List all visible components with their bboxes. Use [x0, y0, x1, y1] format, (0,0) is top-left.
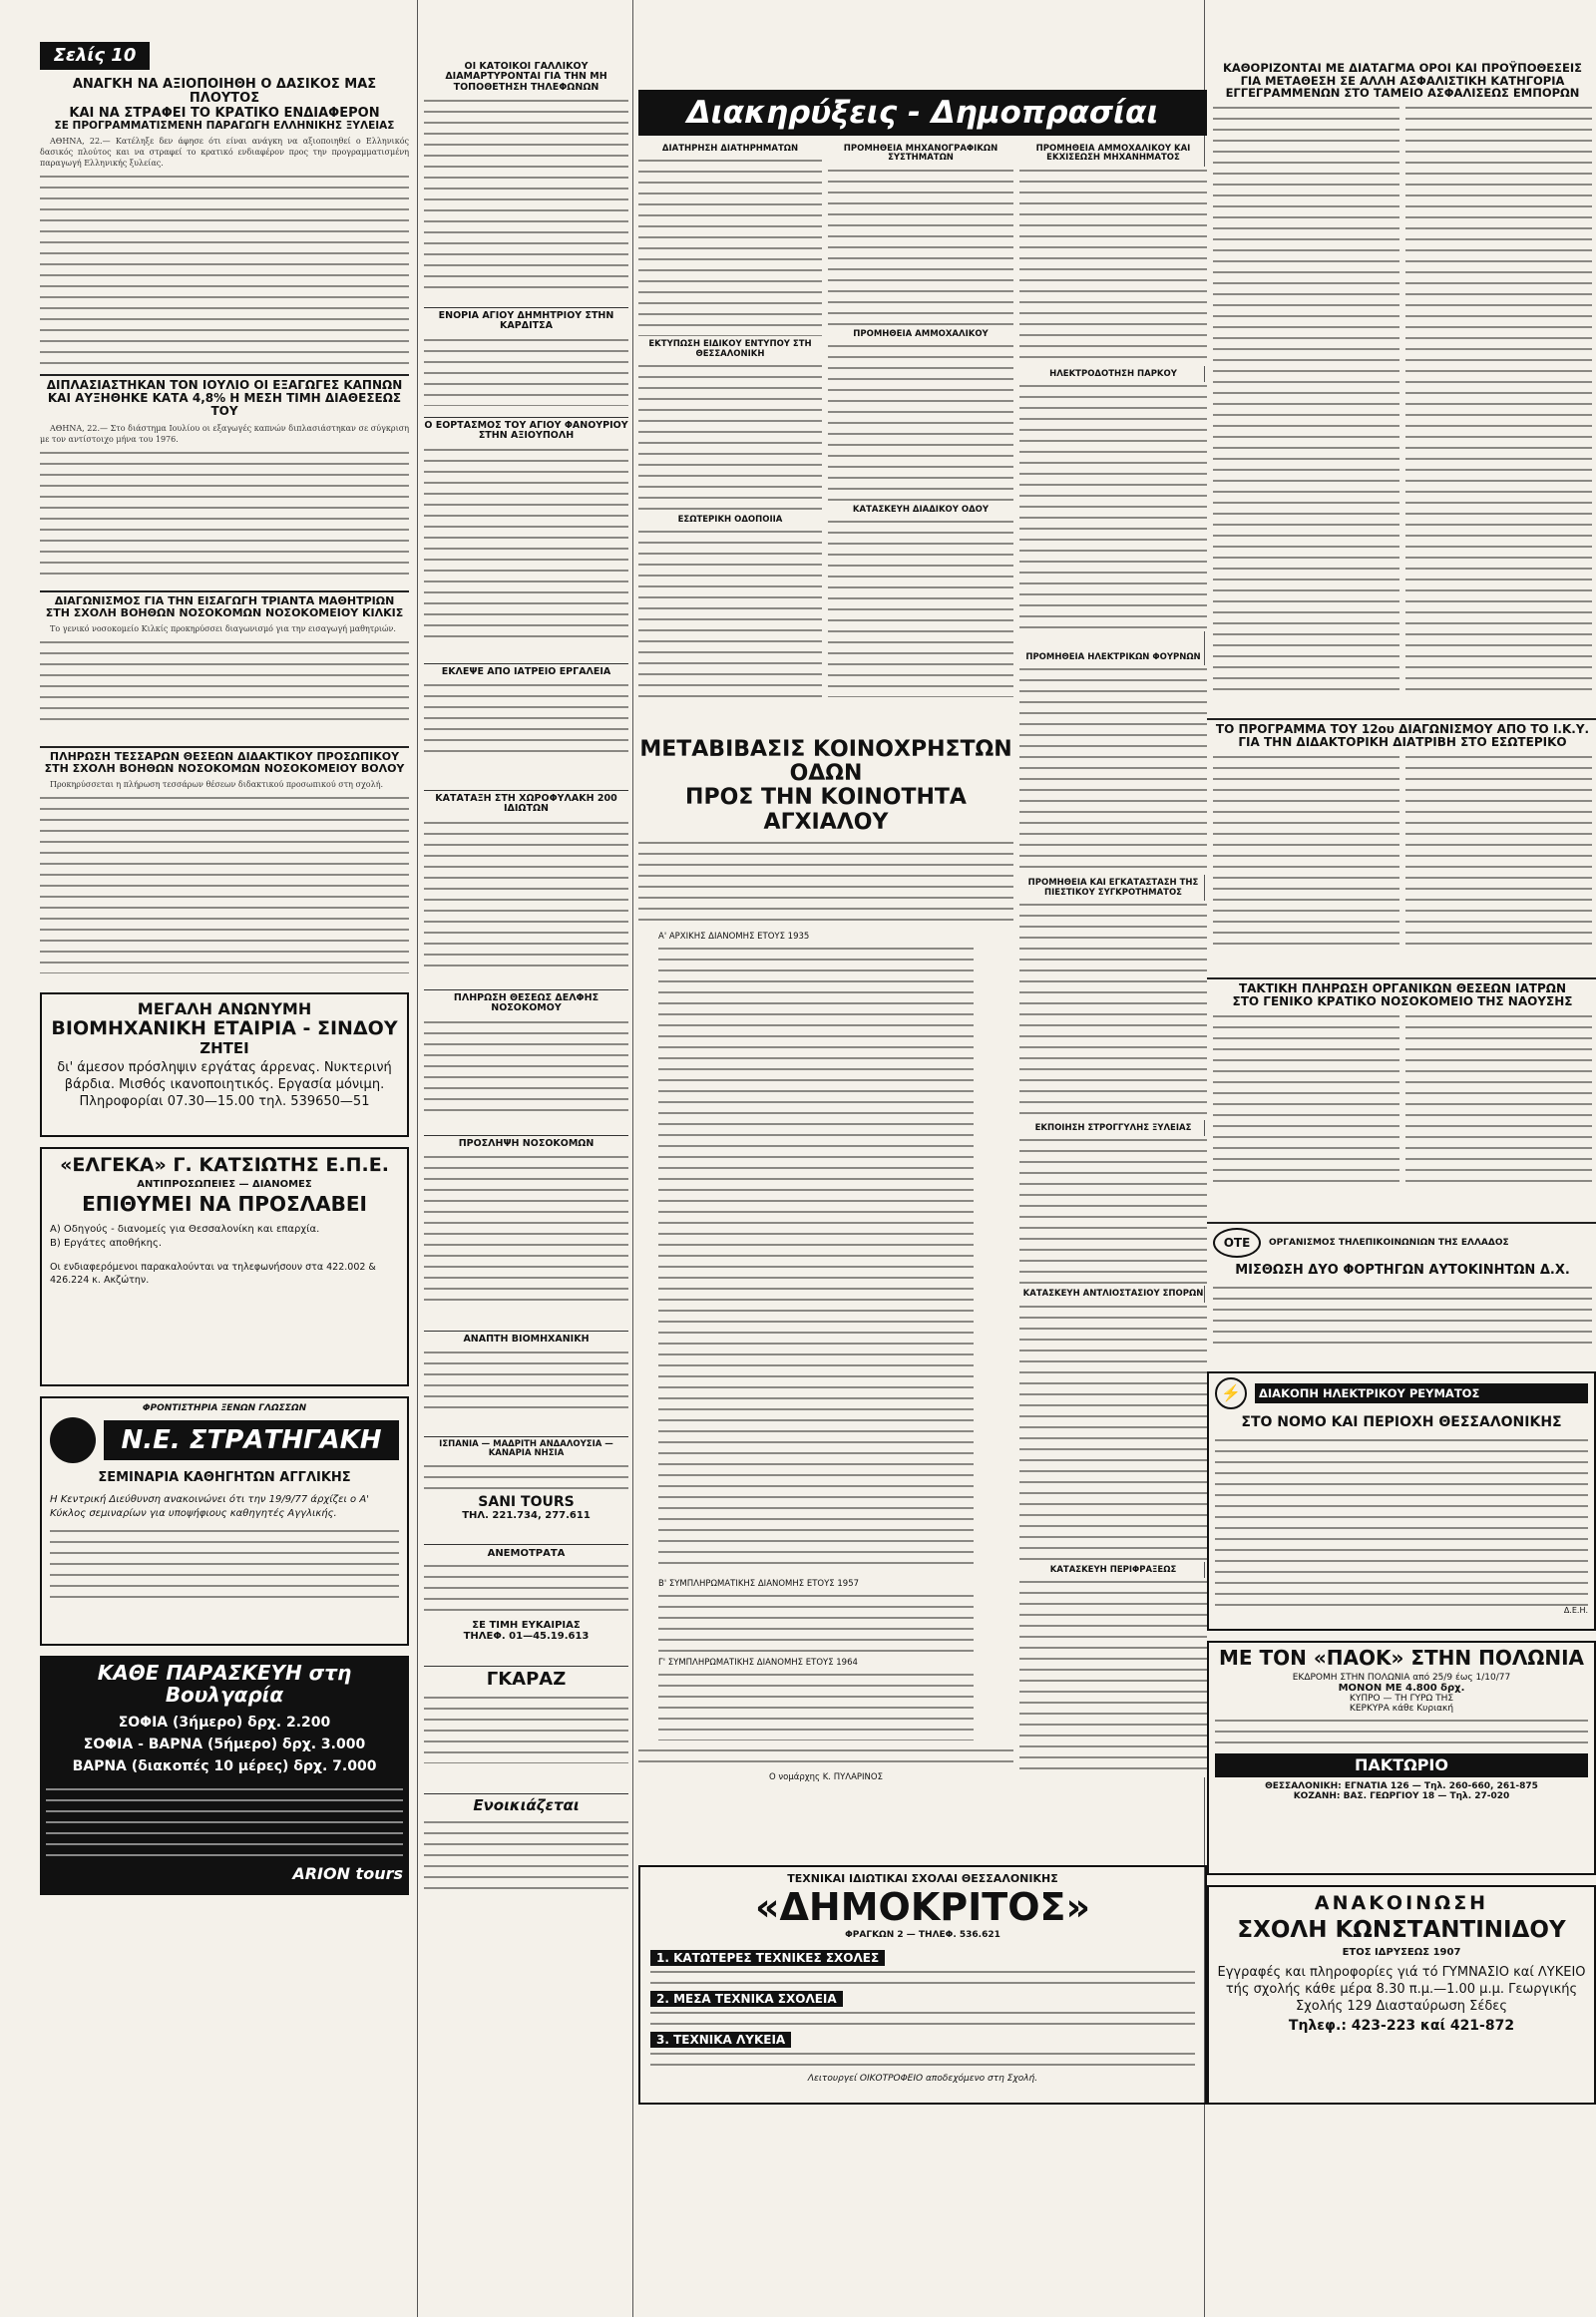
ad-body	[424, 1562, 628, 1617]
ad-line: ΤΗΛ. 221.734, 277.611	[462, 1510, 591, 1522]
headline: ΚΑΤΑΤΑΞΗ ΣΤΗ ΧΩΡΟΦΥΛΑΚΗ 200 ΙΔΙΩΤΩΝ	[435, 793, 617, 815]
article-body	[1405, 1012, 1592, 1187]
section-banner	[638, 90, 1207, 136]
article-body	[1213, 753, 1399, 948]
headline: ΠΡΟΣ ΤΗΝ ΚΟΙΝΟΤΗΤΑ ΑΓΧΙΑΛΟΥ	[685, 785, 967, 835]
ad-anemotrata	[424, 1544, 628, 1663]
article-naousa-hospital	[1207, 977, 1596, 1212]
headline: ΣΤΗ ΣΧΟΛΗ ΒΟΗΘΩΝ ΝΟΣΟΚΟΜΩΝ ΝΟΣΟΚΟΜΕΙΟΥ ΚΙΛΚΙΣ	[45, 606, 404, 620]
notice-body	[1019, 1303, 1207, 1562]
ad-body	[424, 1694, 628, 1763]
ad-line: Οι ενδιαφερόμενοι παρακαλούνται να τηλεφωνήσουν στα 422.002 & 426.224 κ. Ακζώτην.	[50, 1261, 376, 1286]
ad-line: ΖΗΤΕΙ	[200, 1039, 249, 1058]
notice-body	[1019, 665, 1207, 875]
headline: ΠΛΗΡΩΣΗ ΤΕΣΣΑΡΩΝ ΘΕΣΕΩΝ ΔΙΔΑΚΤΙΚΟΥ ΠΡΟΣΩΠΙΚΟΥ	[49, 750, 400, 763]
article-body	[424, 336, 628, 406]
notices-subcolumn-2	[828, 145, 1013, 723]
headline: ΣΕ ΠΡΟΓΡΑΜΜΑΤΙΣΜΕΝΗ ΠΑΡΑΓΩΓΗ ΕΛΛΗΝΙΚΗΣ ΞΥΛΕΙΑΣ	[54, 119, 395, 132]
ad-line: Λειτουργεί ΟΙΚΟΤΡΟΦΕΙΟ αποδεχόμενο στη Σχολή.	[807, 2073, 1038, 2084]
article-body	[638, 1746, 1013, 1768]
headline: ΓΙΑ ΤΗΝ ΔΙΔΑΚΤΟΡΙΚΗ ΔΙΑΤΡΙΒΗ ΣΤΟ ΕΣΩΤΕΡΙΚΟ	[1238, 735, 1567, 750]
article-karditsa	[424, 307, 628, 416]
article-lead: ΑΘΗΝΑ, 22.— Κατέληξε δεν άφησε ότι είναι ανάγκη να αξιοποιηθεί ο Ελληνικός δασικός πλούτος και να στραφεί το κρατικό ενδιαφέρον προς την προγραμματισμένη παραγωγή Ελληνικής ξυλείας.	[40, 137, 409, 169]
ad-line: Α) Οδηγούς - διανομείς για Θεσσαλονίκη και επαρχία.	[50, 1223, 320, 1235]
headline: Ενοικιάζεται	[473, 1796, 580, 1814]
article-body	[1213, 104, 1399, 692]
ote-logo-icon: ΟΤΕ	[1213, 1228, 1261, 1258]
headline: ΣΤΗ ΣΧΟΛΗ ΒΟΗΘΩΝ ΝΟΣΟΚΟΜΩΝ ΝΟΣΟΚΟΜΕΙΟΥ ΒΟΛΟΥ	[44, 762, 405, 776]
notice-headline: ΠΡΟΜΗΘΕΙΑ ΜΗΧΑΝΟΓΡΑΦΙΚΩΝ ΣΥΣΤΗΜΑΤΩΝ	[843, 144, 998, 164]
article-galliko	[424, 62, 628, 301]
article-tae-insurance	[1207, 62, 1596, 710]
notice-body	[1019, 1136, 1207, 1286]
notice-headline: ΚΑΤΑΣΚΕΥΗ ΑΝΤΛΙΟΣΤΑΣΙΟΥ ΣΠΟΡΩΝ	[1022, 1289, 1204, 1300]
notice-headline: ΠΡΟΜΗΘΕΙΑ ΗΛΕΚΤΡΙΚΩΝ ΦΟΥΡΝΩΝ	[1025, 652, 1201, 662]
headline: ΑΝΕΜΟΤΡΑΤΑ	[487, 1548, 566, 1559]
article-body	[40, 794, 409, 973]
ad-line: ΣΧΟΛΗ ΚΩΝΣΤΑΝΤΙΝΙΔΟΥ	[1237, 1916, 1566, 1943]
ad-dei-power-cut	[1207, 1371, 1596, 1631]
notice-headline: ΚΑΤΑΣΚΕΥΗ ΠΕΡΙΦΡΑΞΕΩΣ	[1049, 1564, 1177, 1575]
article-body	[40, 638, 409, 728]
ad-line: ΜΕΓΑΛΗ ΑΝΩΝΥΜΗ	[137, 999, 312, 1018]
ad-line: ΕΠΙΘΥΜΕΙ ΝΑ ΠΡΟΣΛΑΒΕΙ	[82, 1191, 367, 1216]
article-body	[40, 449, 409, 580]
ad-paok-poland	[1207, 1641, 1596, 1875]
ad-sani-tours	[424, 1436, 628, 1540]
notice-headline: ΕΣΩΤΕΡΙΚΗ ΟΔΟΠΟΙΙΑ	[677, 515, 783, 526]
headline: ΔΙΑΓΩΝΙΣΜΟΣ ΓΙΑ ΤΗΝ ΕΙΣΑΓΩΓΗ ΤΡΙΑΝΤΑ ΜΑΘΗΤΡΙΩΝ	[54, 594, 395, 607]
ad-garage	[424, 1666, 628, 1789]
article-lead: Το γενικό νοσοκομείο Κιλκίς προκηρύσσει διαγωνισμό για την εισαγωγή μαθητριών.	[50, 624, 396, 634]
ad-line: ΦΡΑΓΚΩΝ 2 — ΤΗΛΕΦ. 536.621	[845, 1929, 1000, 1940]
notice-headline: ΕΚΠΟΙΗΣΗ ΣΤΡΟΓΓΥΛΗΣ ΞΥΛΕΙΑΣ	[1034, 1123, 1192, 1134]
ad-line: ΣΕΜΙΝΑΡΙΑ ΚΑΘΗΓΗΤΩΝ ΑΓΓΛΙΚΗΣ	[98, 1470, 351, 1485]
headline: ΚΑΙ ΑΥΞΗΘΗΚΕ ΚΑΤΑ 4,8% Η ΜΕΣΗ ΤΙΜΗ ΔΙΑΘΕΣΕΩΣ ΤΟΥ	[47, 391, 402, 419]
notice-body	[1019, 167, 1207, 366]
ad-line: Εγγραφές και πληροφορίες γιά τό ΓΥΜΝΑΣΙΟ καί ΛΥΚΕΙΟ τής σχολής κάθε μέρα 8.30 π.μ.—1.00 μ.μ. Γεωργικής Σχολής 129 Διασταύρωση Σέδες	[1217, 1965, 1586, 2015]
table-title: Α' ΑΡΧΙΚΗΣ ΔΙΑΝΟΜΗΣ ΕΤΟΥΣ 1935	[658, 931, 810, 942]
ad-line: ΦΡΟΝΤΙΣΤΗΡΙΑ ΞΕΝΩΝ ΓΛΩΣΣΩΝ	[142, 1403, 307, 1413]
notice-headline: ΗΛΕΚΤΡΟΔΟΤΗΣΗ ΠΑΡΚΟΥ	[1049, 368, 1177, 379]
headline: ΓΚΑΡΑΖ	[486, 1669, 567, 1690]
table-title: Γ' ΣΥΜΠΛΗΡΩΜΑΤΙΚΗΣ ΔΙΑΝΟΜΗΣ ΕΤΟΥΣ 1964	[658, 1657, 858, 1668]
notices-subcolumn-3	[1019, 145, 1207, 643]
headline: ΜΙΣΘΩΣΗ ΔΥΟ ΦΟΡΤΗΓΩΝ ΑΥΤΟΚΙΝΗΤΩΝ Δ.Χ.	[1235, 1263, 1570, 1278]
signature: Δ.Ε.Η.	[1563, 1606, 1588, 1616]
data-table	[658, 1671, 974, 1740]
ad-line: 1. ΚΑΤΩΤΕΡΕΣ ΤΕΧΝΙΚΕΣ ΣΧΟΛΕΣ	[650, 1950, 885, 1966]
article-forest-wealth	[40, 78, 409, 369]
ad-line: 2. ΜΕΣΑ ΤΕΧΝΙΚΑ ΣΧΟΛΕΙΑ	[650, 1991, 843, 2007]
ad-line: ARION tours	[292, 1864, 403, 1883]
ad-line: ΒΑΡΝΑ (διακοπές 10 μέρες) δρχ. 7.000	[72, 1758, 377, 1774]
ad-democritos-school	[638, 1865, 1207, 2105]
ad-body	[50, 1527, 399, 1607]
signature: Ο νομάρχης Κ. ΠΥΛΑΡΙΝΟΣ	[769, 1771, 883, 1782]
lightning-icon: ⚡	[1215, 1377, 1247, 1409]
headline: ΠΡΟΣΛΗΨΗ ΝΟΣΟΚΟΜΩΝ	[458, 1138, 595, 1149]
ad-line: Ν.Ε. ΣΤΡΑΤΗΓΑΚΗ	[104, 1420, 399, 1460]
ad-line: «ΕΛΓΕΚΑ» Γ. ΚΑΤΣΙΩΤΗΣ Ε.Π.Ε.	[60, 1154, 389, 1176]
ad-line: ΣΕ ΤΙΜΗ ΕΥΚΑΙΡΙΑΣ	[472, 1620, 581, 1631]
headline: ΤΑΚΤΙΚΗ ΠΛΗΡΩΣΗ ΟΡΓΑΝΙΚΩΝ ΘΕΣΕΩΝ ΙΑΤΡΩΝ	[1238, 981, 1567, 995]
headline: ΠΛΗΡΩΣΗ ΘΕΣΕΩΣ ΔΕΛΦΗΣ ΝΟΣΟΚΟΜΟΥ	[453, 992, 599, 1014]
ad-line: 3. ΤΕΧΝΙΚΑ ΛΥΚΕΙΑ	[650, 2032, 791, 2048]
article-body	[424, 819, 628, 973]
ad-strategaki-school	[40, 1396, 409, 1646]
ad-line: ΚΕΡΚΥΡΑ κάθε Κυριακή	[1349, 1704, 1454, 1714]
ad-line: ΟΡΓΑΝΙΣΜΟΣ ΤΗΛΕΠΙΚΟΙΝΩΝΙΩΝ ΤΗΣ ΕΛΛΑΔΟΣ	[1269, 1238, 1509, 1248]
headline: Ο ΕΟΡΤΑΣΜΟΣ ΤΟΥ ΑΓΙΟΥ ΦΑΝΟΥΡΙΟΥ ΣΤΗΝ ΑΞΙΟΥΠΟΛΗ	[424, 420, 628, 442]
article-body	[1405, 104, 1592, 692]
headline: ΕΚΛΕΨΕ ΑΠΟ ΙΑΤΡΕΙΟ ΕΡΓΑΛΕΙΑ	[441, 666, 611, 677]
column-rule	[417, 0, 418, 2317]
ad-line: ΑΝΑΚΟΙΝΩΣΗ	[1314, 1892, 1489, 1914]
ad-line: ΑΝΤΙΠΡΟΣΩΠΕΙΕΣ — ΔΙΑΝΟΜΕΣ	[137, 1178, 312, 1190]
notice-headline: ΠΡΟΜΗΘΕΙΑ ΑΜΜΟΧΑΛΙΚΟΥ	[853, 328, 989, 339]
ad-line: ΕΚΔΡΟΜΗ ΣΤΗΝ ΠΟΛΩΝΙΑ από 25/9 έως 1/10/77	[1292, 1673, 1511, 1683]
notice-body	[1019, 382, 1207, 631]
data-table	[658, 1592, 974, 1652]
article-body	[638, 839, 1013, 927]
column-rule	[632, 0, 633, 2317]
headline: ΔΙΠΛΑΣΙΑΣΤΗΚΑΝ ΤΟΝ ΙΟΥΛΙΟ ΟΙ ΕΞΑΓΩΓΕΣ ΚΑΠΝΩΝ	[46, 378, 403, 392]
column-1	[40, 0, 409, 2317]
notice-body	[1019, 901, 1207, 1120]
article-theft	[424, 663, 628, 787]
ad-line: Β) Εργάτες αποθήκης.	[50, 1237, 163, 1249]
ad-line: «ΔΗΜΟΚΡΙΤΟΣ»	[754, 1885, 1091, 1930]
ad-line: ΒΙΟΜΗΧΑΝΙΚΗ ΕΤΑΙΡΙΑ - ΣΙΝΔΟΥ	[51, 1016, 398, 1039]
owl-logo-icon	[50, 1417, 96, 1463]
ad-line: Τηλεφ.: 423-223 καί 421-872	[1288, 2018, 1515, 2035]
ad-body	[1215, 1436, 1588, 1606]
ad-body	[424, 1818, 628, 1898]
column-4	[1207, 0, 1596, 2317]
article-lead: ΑΘΗΝΑ, 22.— Στο διάστημα Ιουλίου οι εξαγωγές καπνών διπλασιάστηκαν σε σύγκριση με τον αντίστοιχο μήνα του 1976.	[40, 423, 409, 444]
ad-for-rent	[424, 1793, 628, 1917]
column-3	[638, 0, 1207, 2317]
ad-line: ΤΗΛΕΦ. 01—45.19.613	[463, 1631, 590, 1642]
headline: ΚΑΙ ΝΑ ΣΤΡΑΦΕΙ ΤΟ ΚΡΑΤΙΚΟ ΕΝΔΙΑΦΕΡΟΝ	[69, 105, 380, 121]
article-axioupoli	[424, 417, 628, 660]
notice-body	[1019, 1578, 1207, 1777]
article-lead: Προκηρύσσεται η πλήρωση τεσσάρων θέσεων διδακτικού προσωπικού στη σχολή.	[50, 780, 384, 790]
ad-body	[424, 1462, 628, 1492]
article-kilkis-school	[40, 590, 409, 745]
notice-headline: ΠΡΟΜΗΘΕΙΑ ΚΑΙ ΕΓΚΑΤΑΣΤΑΣΗ ΤΗΣ ΠΙΕΣΤΙΚΟΥ ΣΥΓΚΡΟΤΗΜΑΤΟΣ	[1027, 878, 1199, 898]
headline: ΣΤΟ ΓΕΝΙΚΟ ΚΡΑΤΙΚΟ ΝΟΣΟΚΟΜΕΙΟ ΤΗΣ ΝΑΟΥΣΗΣ	[1232, 994, 1573, 1009]
column-2	[424, 0, 628, 2317]
article-roads-anchialos	[638, 738, 1013, 1855]
ad-line: δι' άμεσον πρόσληψιν εργάτας άρρενας. Νυκτερινή βάρδια. Μισθός ικανοποιητικός. Εργασία μόνιμη. Πληροφορίαι 07.30—15.00 τηλ. 539650—51	[57, 1059, 392, 1109]
headline: ΟΙ ΚΑΤΟΙΚΟΙ ΓΑΛΛΙΚΟΥ ΔΙΑΜΑΡΤΥΡΟΝΤΑΙ ΓΙΑ ΤΗΝ ΜΗ ΤΟΠΟΘΕΤΗΣΗ ΤΗΛΕΦΩΝΩΝ	[445, 61, 607, 93]
ad-line: ΙΣΠΑΝΙΑ — ΜΑΔΡΙΤΗ ΑΝΔΑΛΟΥΣΙΑ — ΚΑΝΑΡΙΑ ΝΗΣΙΑ	[439, 1439, 613, 1459]
ad-line: ΔΙΑΚΟΠΗ ΗΛΕΚΤΡΙΚΟΥ ΡΕΥΜΑΤΟΣ	[1255, 1383, 1588, 1403]
ad-line: ΚΥΠΡΟ — ΤΗ ΓΥΡΩ ΤΗΣ	[1349, 1694, 1454, 1704]
ad-line: ΚΟΖΑΝΗ: ΒΑΣ. ΓΕΩΡΓΙΟΥ 18 — Τηλ. 27-020	[1293, 1791, 1510, 1801]
headline: ΜΕΤΑΒΙΒΑΣΙΣ ΚΟΙΝΟΧΡΗΣΤΩΝ ΟΔΩΝ	[639, 737, 1012, 787]
notice-headline: ΔΙΑΤΗΡΗΣΗ ΔΙΑΤΗΡΗΜΑΤΩΝ	[661, 144, 799, 154]
headline: ΜΕ ΤΟΝ «ΠΑΟΚ» ΣΤΗΝ ΠΟΛΩΝΙΑ	[1218, 1646, 1584, 1670]
notices-right-subcolumn	[1019, 653, 1207, 1855]
ad-line: ΘΕΣΣΑΛΟΝΙΚΗ: ΕΓΝΑΤΙΑ 126 — Τηλ. 260-660, 261-875	[1265, 1781, 1538, 1791]
headline: ΕΝΟΡΙΑ ΑΓΙΟΥ ΔΗΜΗΤΡΙΟΥ ΣΤΗΝ ΚΑΡΔΙΤΣΑ	[438, 310, 614, 332]
article-body	[424, 97, 628, 296]
headline: ΣΤΟ ΝΟΜΟ ΚΑΙ ΠΕΡΙΟΧΗ ΘΕΣΣΑΛΟΝΙΚΗΣ	[1241, 1414, 1562, 1430]
ad-body	[1213, 1284, 1592, 1349]
ad-line: Η Κεντρική Διεύθυνση ανακοινώνει ότι την 19/9/77 άρχίζει ο Α' Κύκλος σεμιναρίων για υποψήφιους καθηγητές Αγγλικής.	[50, 1494, 369, 1520]
ad-line: ΕΤΟΣ ΙΔΡΥΣΕΩΣ 1907	[1342, 1947, 1461, 1959]
ad-line: ΠΑΚΤΩΡΙΟ	[1215, 1753, 1588, 1777]
article-body	[40, 173, 409, 364]
article-body	[424, 446, 628, 640]
notice-body	[828, 518, 1013, 697]
banner-title: Διακηρύξεις - Δημοπρασίαι	[686, 95, 1159, 131]
article-nurses-hiring	[424, 1135, 628, 1329]
ad-elgeka	[40, 1147, 409, 1386]
headline: ΚΑΘΟΡΙΖΟΝΤΑΙ ΜΕ ΔΙΑΤΑΓΜΑ ΟΡΟΙ ΚΑΙ ΠΡΟΫΠΟΘΕΣΕΙΣ	[1222, 61, 1583, 75]
notice-body	[638, 528, 822, 697]
article-volos-school	[40, 746, 409, 990]
headline: ΤΟ ΠΡΟΓΡΑΜΜΑ ΤΟΥ 12ου ΔΙΑΓΩΝΙΣΜΟΥ ΑΠΟ ΤΟ Ι.Κ.Υ.	[1215, 722, 1590, 736]
ad-line: ΜΟΝΟΝ ΜΕ 4.800 δρχ.	[1338, 1683, 1465, 1694]
headline: ΕΓΓΕΓΡΑΜΜΕΝΩΝ ΣΤΟ ΤΑΜΕΙΟ ΑΣΦΑΛΙΣΕΩΣ ΕΜΠΟΡΩΝ	[1225, 86, 1580, 101]
headline: ΓΙΑ ΜΕΤΑΘΕΣΗ ΣΕ ΑΛΛΗ ΑΣΦΑΛΙΣΤΙΚΗ ΚΑΤΗΓΟΡΙΑ	[1240, 73, 1565, 88]
article-body	[424, 1018, 628, 1118]
ad-sindos-company	[40, 992, 409, 1137]
table-title: Β' ΣΥΜΠΛΗΡΩΜΑΤΙΚΗΣ ΔΙΑΝΟΜΗΣ ΕΤΟΥΣ 1957	[658, 1578, 860, 1589]
article-body	[1213, 1012, 1399, 1187]
ad-ote-trucks	[1207, 1222, 1596, 1367]
article-body	[424, 1349, 628, 1408]
notice-body	[638, 362, 822, 512]
notice-body	[638, 157, 822, 336]
ad-line: SANI TOURS	[478, 1493, 575, 1510]
article-nurse-post	[424, 989, 628, 1133]
notice-headline: ΠΡΟΜΗΘΕΙΑ ΑΜΜΟΧΑΛΙΚΟΥ ΚΑΙ ΕΚΧΙΣΕΩΣΗ ΜΗΧΑΝΗΜΑΤΟΣ	[1035, 144, 1191, 164]
notice-body	[828, 167, 1013, 326]
ad-line: ΤΕΧΝΙΚΑΙ ΙΔΙΩΤΙΚΑΙ ΣΧΟΛΑΙ ΘΕΣΣΑΛΟΝΙΚΗΣ	[787, 1872, 1058, 1885]
article-police-enlistment	[424, 790, 628, 988]
article-body	[424, 681, 628, 761]
article-industry	[424, 1331, 628, 1434]
article-tobacco-exports	[40, 374, 409, 588]
notice-headline: ΚΑΤΑΣΚΕΥΗ ΔΙΑΔΙΚΟΥ ΟΔΟΥ	[852, 505, 990, 516]
notice-body	[828, 342, 1013, 502]
ad-line: ΣΟΦΙΑ (3ήμερο) δρχ. 2.200	[118, 1715, 331, 1731]
headline: ΑΝΑΓΚΗ ΝΑ ΑΞΙΟΠΟΙΗΘΗ Ο ΔΑΣΙΚΟΣ ΜΑΣ ΠΛΟΥΤΟΣ	[72, 77, 377, 107]
notice-headline: ΕΚΤΥΠΩΣΗ ΕΙΔΙΚΟΥ ΕΝΤΥΠΟΥ ΣΤΗ ΘΕΣΣΑΛΟΝΙΚΗ	[648, 339, 812, 359]
ad-line: ΣΟΦΙΑ - ΒΑΡΝΑ (5ήμερο) δρχ. 3.000	[83, 1737, 366, 1752]
headline: ΑΝΑΠΤΗ ΒΙΟΜΗΧΑΝΙΚΗ	[463, 1334, 590, 1345]
page-number-logo: Σελίς 10	[40, 42, 150, 70]
article-body	[1405, 753, 1592, 948]
article-body	[424, 1153, 628, 1303]
notices-subcolumn-1	[638, 145, 822, 723]
ad-konstantinidou-school	[1207, 1885, 1596, 2105]
article-iky-program	[1207, 718, 1596, 972]
ad-line: ΚΑΘΕ ΠΑΡΑΣΚΕΥΗ στη Βουλγαρία	[97, 1661, 352, 1707]
data-table	[658, 945, 974, 1573]
ad-bulgaria-tours	[40, 1656, 409, 1895]
